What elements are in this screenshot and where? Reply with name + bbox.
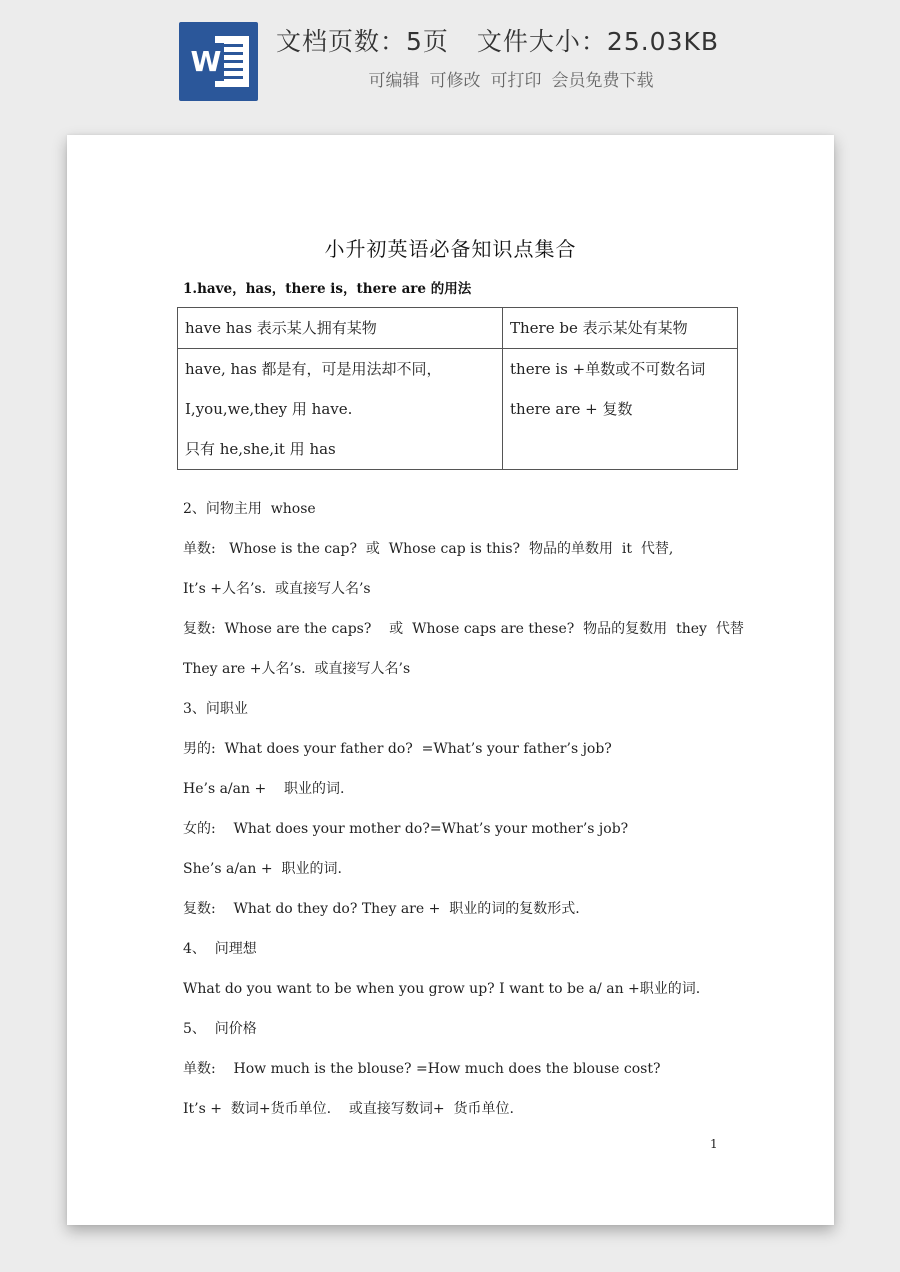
feature-member-download: 会员免费下载 [551,71,654,91]
document-body [183,491,743,1131]
section-2-heading: 2、问物主用 whose [183,501,316,517]
body-line: He’s a/an + 职业的词. [183,781,345,797]
document-page [67,135,834,1225]
table-body-row [178,349,738,470]
file-info [276,22,746,58]
body-line: It’s + 数词+货币单位. 或直接写数词+ 货币单位. [183,1101,514,1117]
page-number: 1 [710,1137,718,1151]
usage-table [177,307,738,470]
table-line: there is +单数或不可数名词 [510,360,706,378]
body-line: It’s +人名’s. 或直接写人名’s [183,581,371,597]
table-cell-have-has: have has 表示某人拥有某物 [178,308,503,349]
table-cell-there-be-usage [503,349,738,470]
section-1-heading: 1.have，has，there is，there are 的用法 [183,281,472,297]
body-line: 复数: What do they do? They are + 职业的词的复数形式. [183,901,580,917]
table-line: have, has 都是有，可是用法却不同， [185,360,442,378]
table-line: I,you,we,they 用 have. [185,400,353,418]
document-title: 小升初英语必备知识点集合 [324,237,577,261]
body-line: 女的: What does your mother do?=What’s your mother’s job? [183,821,629,837]
body-line: She’s a/an + 职业的词. [183,861,342,877]
body-line: 单数: How much is the blouse? =How much does the blouse cost? [183,1061,661,1077]
table-line: 只有 he,she,it 用 has [185,440,336,458]
table-line: there are + 复数 [510,400,633,418]
feature-editable: 可编辑 [368,71,420,91]
file-size: 文件大小：25.03KB [476,27,720,56]
body-line: What do you want to be when you grow up? I want to be a/ an +职业的词. [183,981,701,997]
table-cell-have-has-usage [178,349,503,470]
feature-modifiable: 可修改 [429,71,481,91]
download-banner [0,0,900,120]
table-cell-there-be: There be 表示某处有某物 [503,308,738,349]
body-line: They are +人名’s. 或直接写人名’s [183,661,411,677]
feature-list [276,66,746,92]
feature-printable: 可打印 [490,71,542,91]
section-4-heading: 4、 问理想 [183,941,257,957]
body-line: 单数: Whose is the cap? 或 Whose cap is this? 物品的单数用 it 代替, [183,541,674,557]
word-document-icon [179,22,258,101]
section-3-heading: 3、问职业 [183,701,248,717]
body-line: 复数: Whose are the caps? 或 Whose caps are these? 物品的复数用 they 代替 [183,621,744,637]
table-header-row [178,308,738,349]
body-line: 男的: What does your father do? =What’s your father’s job? [183,741,612,757]
page-count: 文档页数：5页 [276,27,449,56]
word-w-letter: W [188,43,224,81]
section-5-heading: 5、 问价格 [183,1021,257,1037]
